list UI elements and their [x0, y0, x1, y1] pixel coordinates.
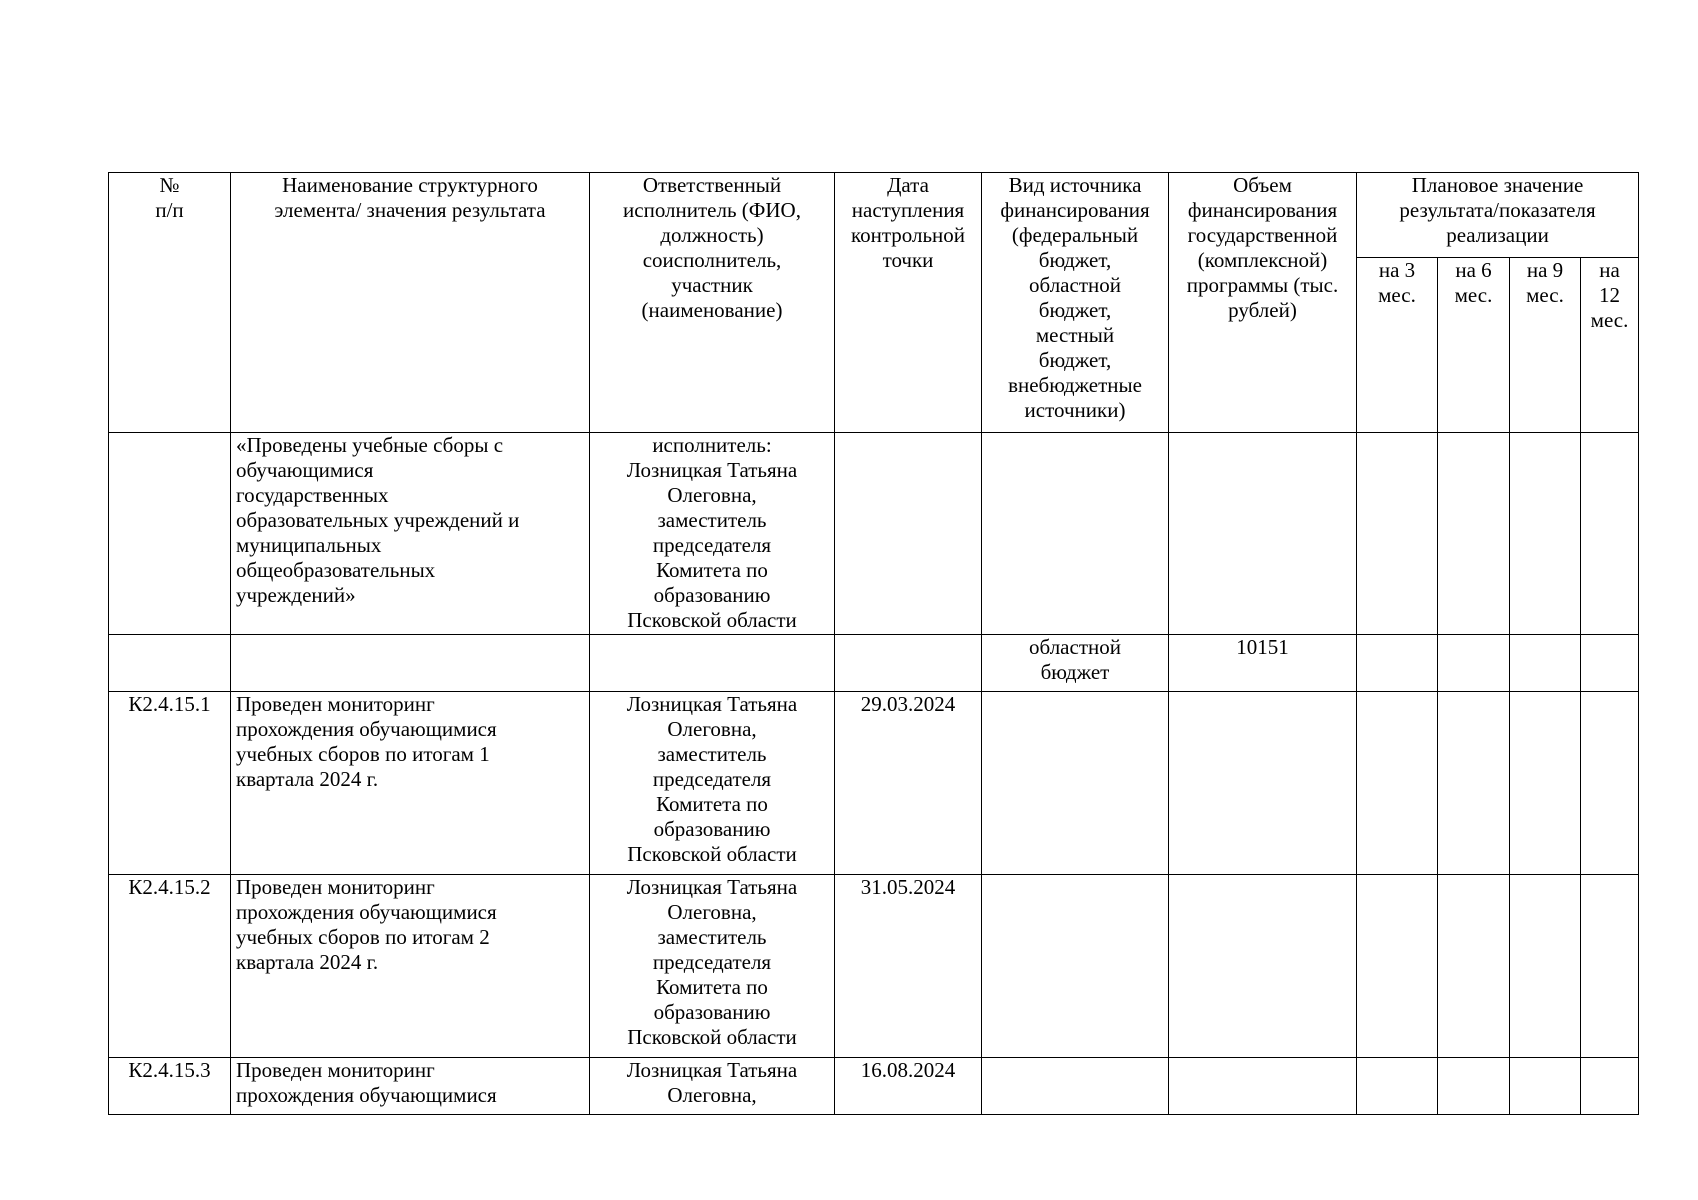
header-source: Вид источника финансирования (федеральный бюджет, областной бюджет, местный бюджет, внебюджетные источники): [982, 173, 1169, 433]
row-plan-3: [1357, 635, 1438, 692]
row-plan-6: [1438, 1058, 1510, 1115]
row-plan-9: [1510, 692, 1581, 875]
row-plan-6: [1438, 433, 1510, 635]
row-source: [982, 1058, 1169, 1115]
row-num: К2.4.15.1: [109, 692, 231, 875]
row-volume: [1169, 692, 1357, 875]
row-volume: 10151: [1169, 635, 1357, 692]
header-plan: Плановое значение результата/показателя реализации: [1357, 173, 1639, 258]
row-plan-9: [1510, 433, 1581, 635]
header-plan-9: на 9 мес.: [1510, 258, 1581, 433]
row-plan-12: [1581, 1058, 1639, 1115]
row-plan-9: [1510, 875, 1581, 1058]
row-plan-3: [1357, 875, 1438, 1058]
row-responsible: [590, 635, 835, 692]
row-date: 29.03.2024: [835, 692, 982, 875]
row-num: К2.4.15.3: [109, 1058, 231, 1115]
row-plan-9: [1510, 1058, 1581, 1115]
row-plan-6: [1438, 635, 1510, 692]
row-date: [835, 635, 982, 692]
row-responsible: Лозницкая Татьяна Олеговна,: [590, 1058, 835, 1115]
row-date: 31.05.2024: [835, 875, 982, 1058]
row-name: «Проведены учебные сборы с обучающимися государственных образовательных учреждений и муниципальных общеобразовательных учреждений»: [231, 433, 590, 635]
row-num: [109, 635, 231, 692]
row-source: областной бюджет: [982, 635, 1169, 692]
row-plan-12: [1581, 692, 1639, 875]
header-plan-6: на 6 мес.: [1438, 258, 1510, 433]
row-date: 16.08.2024: [835, 1058, 982, 1115]
header-name: Наименование структурного элемента/ значения результата: [231, 173, 590, 433]
row-plan-3: [1357, 692, 1438, 875]
row-plan-9: [1510, 635, 1581, 692]
row-num: К2.4.15.2: [109, 875, 231, 1058]
row-plan-3: [1357, 1058, 1438, 1115]
header-date: Дата наступления контрольной точки: [835, 173, 982, 433]
row-source: [982, 433, 1169, 635]
plan-table: [108, 172, 1639, 1115]
row-volume: [1169, 875, 1357, 1058]
table-row: [109, 433, 1639, 635]
row-volume: [1169, 433, 1357, 635]
row-source: [982, 692, 1169, 875]
table-row: [109, 635, 1639, 692]
row-num: [109, 433, 231, 635]
row-name: Проведен мониторинг прохождения обучающимися учебных сборов по итогам 2 квартала 2024 г.: [231, 875, 590, 1058]
row-responsible: Лозницкая Татьяна Олеговна, заместитель председателя Комитета по образованию Псковской области: [590, 875, 835, 1058]
table-row: [109, 875, 1639, 1058]
header-row: [109, 173, 1639, 258]
header-plan-12: на 12 мес.: [1581, 258, 1639, 433]
row-plan-6: [1438, 692, 1510, 875]
row-volume: [1169, 1058, 1357, 1115]
table-row: [109, 1058, 1639, 1115]
row-plan-3: [1357, 433, 1438, 635]
row-source: [982, 875, 1169, 1058]
row-name: [231, 635, 590, 692]
header-plan-3: на 3 мес.: [1357, 258, 1438, 433]
row-plan-12: [1581, 635, 1639, 692]
header-responsible: Ответственный исполнитель (ФИО, должность) соисполнитель, участник (наименование): [590, 173, 835, 433]
row-plan-12: [1581, 875, 1639, 1058]
row-name: Проведен мониторинг прохождения обучающимися: [231, 1058, 590, 1115]
header-num: № п/п: [109, 173, 231, 433]
row-responsible: исполнитель: Лозницкая Татьяна Олеговна, заместитель председателя Комитета по образованию Псковской области: [590, 433, 835, 635]
table-row: [109, 692, 1639, 875]
row-plan-12: [1581, 433, 1639, 635]
header-volume: Объем финансирования государственной (комплексной) программы (тыс. рублей): [1169, 173, 1357, 433]
row-plan-6: [1438, 875, 1510, 1058]
row-name: Проведен мониторинг прохождения обучающимися учебных сборов по итогам 1 квартала 2024 г.: [231, 692, 590, 875]
row-responsible: Лозницкая Татьяна Олеговна, заместитель председателя Комитета по образованию Псковской области: [590, 692, 835, 875]
row-date: [835, 433, 982, 635]
